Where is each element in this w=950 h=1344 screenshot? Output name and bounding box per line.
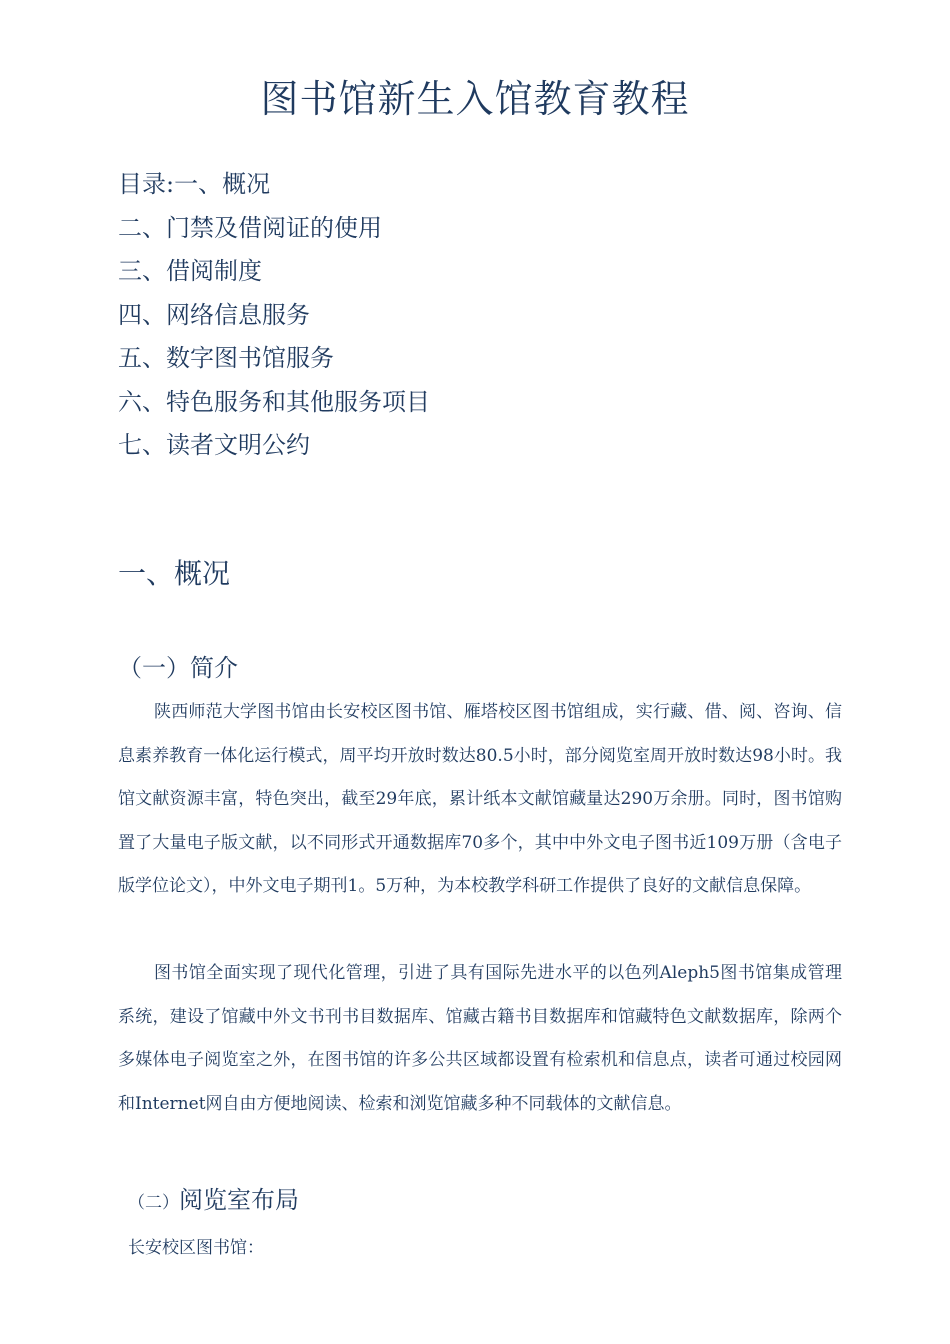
subsection-heading-intro: （一）简介 [118, 654, 238, 682]
toc-item: 三、借阅制度 [118, 257, 262, 285]
subsection-title: 阅览室布局 [179, 1186, 299, 1214]
section-heading: 一、概况 [118, 557, 231, 590]
paragraph-management: 图书馆全面实现了现代化管理，引进了具有国际先进水平的以色列Aleph5图书馆集成管理系统，建设了馆藏中外文书刊书目数据库、馆藏古籍书目数据库和馆藏特色文献数据库，除两个多媒体电子阅览室之外，在图书馆的许多公共区域都设置有检索机和信息点，读者可通过校园网和Internet网自由方便地阅读、检索和浏览馆藏多种不同载体的文献信息。 [118, 963, 842, 1114]
subsection-heading-layout [128, 1180, 299, 1223]
toc-item: 七、读者文明公约 [118, 431, 310, 459]
paragraph-intro: 陕西师范大学图书馆由长安校区图书馆、雁塔校区图书馆组成，实行藏、借、阅、咨询、信息素养教育一体化运行模式，周平均开放时数达80.5小时，部分阅览室周开放时数达98小时。我馆文献资源丰富，特色突出，截至29年底，累计纸本文献馆藏量达290万余册。同时，图书馆购置了大量电子版文献，以不同形式开通数据库70多个，其中中外文电子图书近109万册（含电子版学位论文），中外文电子期刊1。5万种，为本校教学科研工作提供了良好的文献信息保障。 [118, 702, 842, 896]
document-title: 图书馆新生入馆教育教程 [260, 77, 690, 121]
toc-item: 五、数字图书馆服务 [118, 344, 334, 372]
toc-item: 四、网络信息服务 [118, 300, 310, 329]
toc-item: 六、特色服务和其他服务项目 [118, 387, 430, 416]
toc-item: 二、门禁及借阅证的使用 [118, 213, 382, 242]
subsection-subheading: 长安校区图书馆： [128, 1238, 264, 1258]
table-of-contents [118, 162, 838, 467]
toc-item: 目录:一、概况 [118, 170, 271, 198]
subsection-number: （二） [128, 1193, 179, 1213]
